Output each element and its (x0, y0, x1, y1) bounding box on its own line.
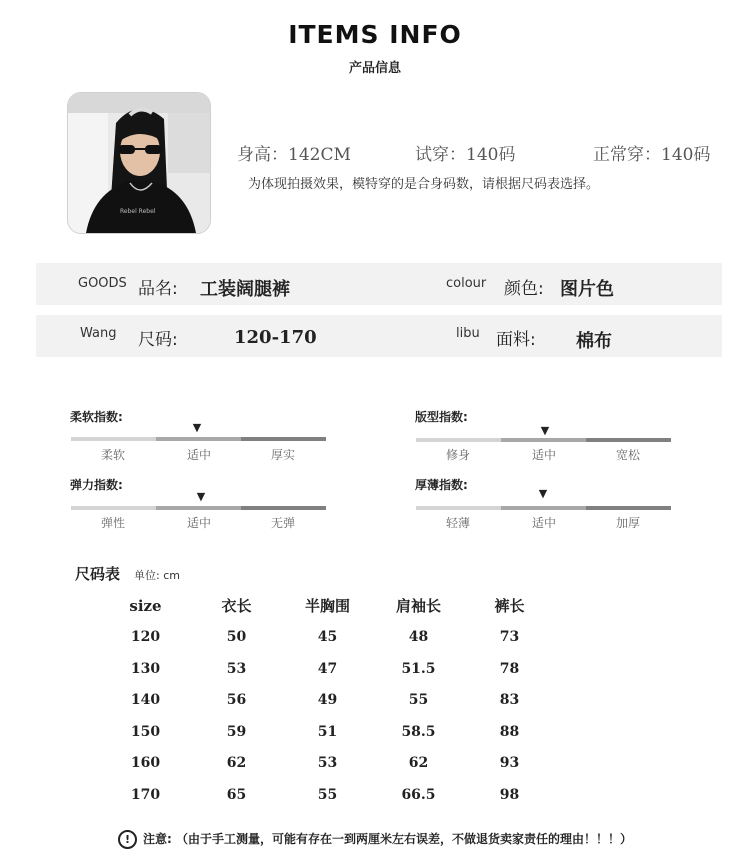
table-cell: 170 (130, 786, 161, 803)
table-cell: 62 (226, 755, 247, 772)
fit-segment-3 (586, 438, 671, 442)
table-row (100, 779, 555, 811)
softness-segment-1 (71, 437, 156, 441)
table-cell: 88 (499, 723, 520, 740)
table-cell: 53 (226, 660, 247, 677)
softness-segment-3 (241, 437, 326, 441)
goods-name-label: 品名: (138, 279, 178, 299)
table-cell: 62 (408, 755, 429, 772)
table-cell: 65 (226, 786, 247, 803)
table-cell: 55 (408, 692, 429, 709)
elasticity-marker-icon: ▼ (196, 490, 206, 503)
svg-text:Rebel Rebel: Rebel Rebel (120, 208, 156, 215)
fit-label-1: 修身 (445, 448, 470, 462)
elasticity-segment-3 (241, 506, 326, 510)
table-row (100, 685, 555, 717)
model-height: 身高：142CM (237, 145, 351, 165)
table-cell: 150 (130, 723, 161, 740)
elasticity-segment-2 (156, 506, 241, 510)
thickness-label-1: 轻薄 (445, 516, 470, 530)
fit-segment-1 (416, 438, 501, 442)
colour-en-label: colour (446, 276, 487, 291)
goods-en-label: GOODS (78, 276, 127, 291)
table-cell: 53 (317, 755, 338, 772)
table-cell: 51.5 (401, 660, 436, 677)
thickness-label-3: 加厚 (615, 516, 640, 530)
thickness-segment-3 (586, 506, 671, 510)
header-size: size (129, 596, 162, 615)
thickness-segment-2 (501, 506, 586, 510)
fit-label-3: 宽松 (615, 448, 640, 462)
size-chart-table (100, 590, 555, 811)
header-length: 衣长 (221, 597, 252, 616)
size-label: 尺码: (138, 330, 178, 350)
fabric-en-label: libu (456, 326, 480, 341)
table-cell: 51 (317, 723, 338, 740)
table-cell: 120 (130, 629, 161, 646)
fit-index-title: 版型指数: (415, 410, 468, 424)
fabric-value: 棉布 (576, 331, 612, 352)
fabric-label: 面料: (496, 330, 536, 350)
softness-label-1: 柔软 (100, 448, 125, 462)
size-chart-title: 尺码表 (75, 565, 121, 583)
table-cell: 93 (499, 755, 520, 772)
softness-label-2: 适中 (186, 448, 211, 462)
table-cell: 98 (499, 786, 520, 803)
header-half-chest: 半胸围 (304, 597, 350, 616)
model-note: 为体现拍摄效果，模特穿的是合身码数，请根据尺码表选择。 (248, 177, 600, 192)
colour-label: 颜色: (504, 279, 544, 299)
table-cell: 66.5 (401, 786, 436, 803)
thickness-label-2: 适中 (531, 516, 556, 530)
thickness-index-title: 厚薄指数: (415, 478, 468, 492)
table-cell: 49 (317, 692, 338, 709)
table-cell: 55 (317, 786, 338, 803)
table-cell: 50 (226, 629, 247, 646)
table-row (100, 716, 555, 748)
goods-name-value: 工装阔腿裤 (200, 279, 290, 300)
softness-segment-2 (156, 437, 241, 441)
model-photo (67, 92, 211, 234)
softness-marker-icon: ▼ (192, 421, 202, 434)
table-cell: 47 (317, 660, 338, 677)
measurement-warning-text: 注意: （由于手工测量，可能有存在一到两厘米左右误差，不做退货卖家责任的理由！！！） (143, 832, 632, 846)
header-sleeve-length: 肩袖长 (395, 597, 441, 616)
table-cell: 140 (130, 692, 161, 709)
table-cell: 160 (130, 755, 161, 772)
elasticity-label-3: 无弹 (270, 516, 295, 530)
table-cell: 73 (499, 629, 520, 646)
table-cell: 78 (499, 660, 520, 677)
elasticity-index-title: 弹力指数: (70, 478, 123, 492)
page-subtitle: 产品信息 (348, 61, 401, 76)
fit-marker-icon: ▼ (540, 424, 550, 437)
exclamation-icon: ! (118, 830, 137, 849)
table-row (100, 748, 555, 780)
fit-segment-2 (501, 438, 586, 442)
measurement-warning (0, 830, 750, 849)
fit-label-2: 适中 (531, 448, 556, 462)
table-cell: 48 (408, 629, 429, 646)
header-pants-length: 裤长 (494, 597, 525, 616)
table-cell: 130 (130, 660, 161, 677)
size-range-value: 120-170 (234, 327, 317, 348)
size-chart-unit: 单位: cm (134, 569, 180, 582)
model-tried-size: 试穿：140码 (415, 145, 516, 165)
elasticity-label-2: 适中 (186, 516, 211, 530)
softness-label-3: 厚实 (270, 448, 295, 462)
page-title: ITEMS INFO (288, 20, 462, 49)
colour-value: 图片色 (560, 279, 614, 300)
table-row (100, 653, 555, 685)
thickness-segment-1 (416, 506, 501, 510)
table-cell: 56 (226, 692, 247, 709)
table-cell: 83 (499, 692, 520, 709)
size-chart-header-row (100, 590, 555, 622)
thickness-marker-icon: ▼ (538, 487, 548, 500)
model-normal-size: 正常穿：140码 (593, 145, 711, 165)
softness-index-title: 柔软指数: (70, 410, 123, 424)
elasticity-segment-1 (71, 506, 156, 510)
elasticity-label-1: 弹性 (100, 516, 125, 530)
size-en-label: Wang (80, 326, 117, 341)
table-cell: 45 (317, 629, 338, 646)
table-cell: 58.5 (401, 723, 436, 740)
table-row (100, 622, 555, 654)
table-cell: 59 (226, 723, 247, 740)
